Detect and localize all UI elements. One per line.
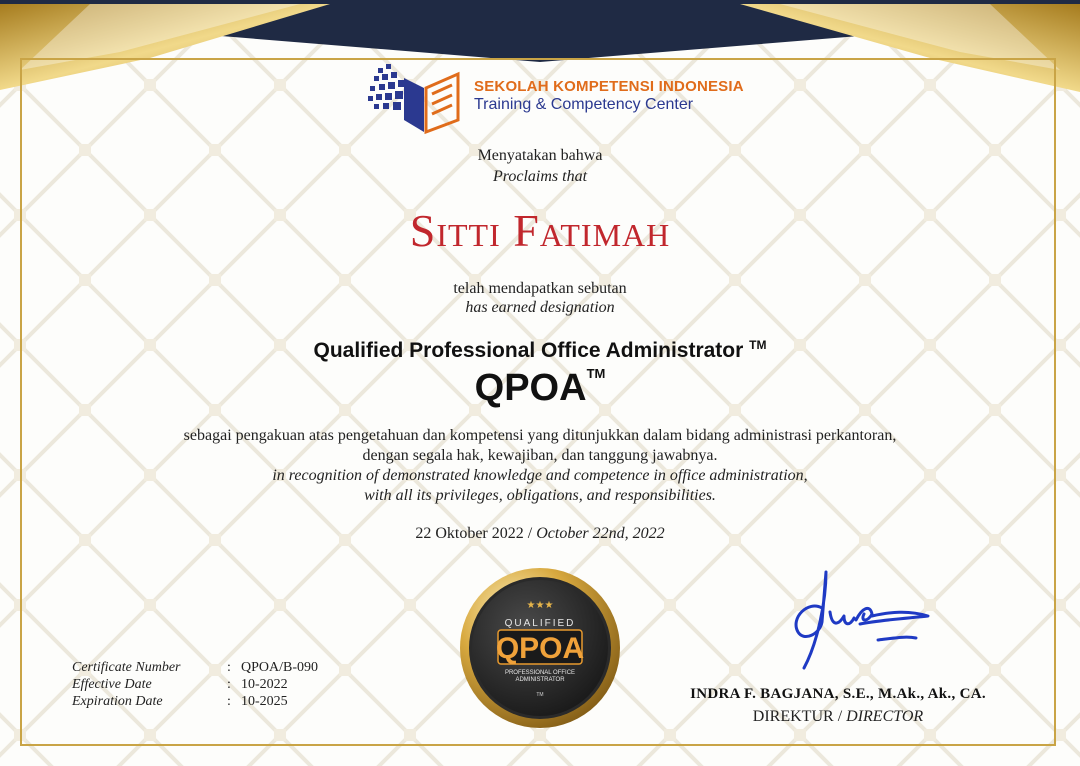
seal-sub1: PROFESSIONAL OFFICE [504, 670, 576, 676]
logo-title: SEKOLAH KOMPETENSI INDONESIA [474, 78, 744, 95]
designation-full [0, 338, 1080, 363]
designation-abbr-tm: TM [586, 366, 606, 381]
info-value: 10-2025 [241, 694, 288, 709]
intro-text-en: Proclaims that [492, 168, 588, 185]
director-signature [760, 560, 950, 680]
designation-abbr [0, 366, 1080, 410]
info-value: 10-2022 [241, 677, 288, 692]
recognition-id-line2: dengan segala hak, kewajiban, dan tanggung jawabnya. [362, 447, 718, 464]
designation-abbr-text: QPOA [474, 367, 587, 409]
info-label: Effective Date [72, 677, 152, 692]
issue-date [0, 525, 1080, 543]
info-row-effective-date: Effective Date : 10-2022 [72, 677, 288, 692]
qpoa-seal [458, 566, 622, 730]
info-row-expiration-date: Expiration Date : 10-2025 [72, 694, 288, 709]
director-title-id: DIREKTUR [752, 708, 834, 725]
seal-top-text: QUALIFIED [504, 618, 576, 629]
designation-tm: TM [749, 338, 767, 352]
recognition-en-line1: in recognition of demonstrated knowledge and competence in office administration, [272, 467, 808, 484]
recognition-id-line1: sebagai pengakuan atas pengetahuan dan kompetensi yang ditunjukkan dalam bidang administrasi perkantoran, [183, 427, 897, 444]
earned-text-id: telah mendapatkan sebutan [453, 280, 627, 297]
recognition-en-line2: with all its privileges, obligations, and responsibilities. [364, 487, 716, 504]
director-title [658, 708, 1018, 726]
director-title-en: DIRECTOR [846, 708, 924, 725]
info-value: QPOA/B-090 [241, 660, 319, 675]
intro-text-id: Menyatakan bahwa [477, 147, 603, 164]
issue-date-en: October 22nd, 2022 [536, 525, 665, 542]
logo-subtitle: Training & Competency Center [474, 96, 694, 113]
designation-full-text: Qualified Professional Office Administrator [313, 339, 744, 362]
director-title-separator: / [833, 708, 847, 725]
info-row-certificate-number: Certificate Number : QPOA/B-090 [72, 660, 319, 675]
info-label: Certificate Number [72, 660, 181, 675]
seal-tm: TM [536, 692, 544, 698]
seal-sub2: ADMINISTRATOR [515, 677, 565, 683]
certificate-info [72, 660, 318, 711]
recipient-name: Sitti Fatimah [409, 205, 671, 256]
info-label: Expiration Date [72, 694, 163, 709]
seal-main-text: QPOA [495, 632, 585, 665]
seal-stars: ★★★ [526, 600, 554, 611]
issue-date-id: 22 Oktober 2022 [415, 525, 524, 542]
director-name: INDRA F. BAGJANA, S.E., M.Ak., Ak., CA. [690, 686, 986, 702]
earned-text-en: has earned designation [465, 299, 615, 316]
issue-date-separator: / [523, 525, 537, 542]
